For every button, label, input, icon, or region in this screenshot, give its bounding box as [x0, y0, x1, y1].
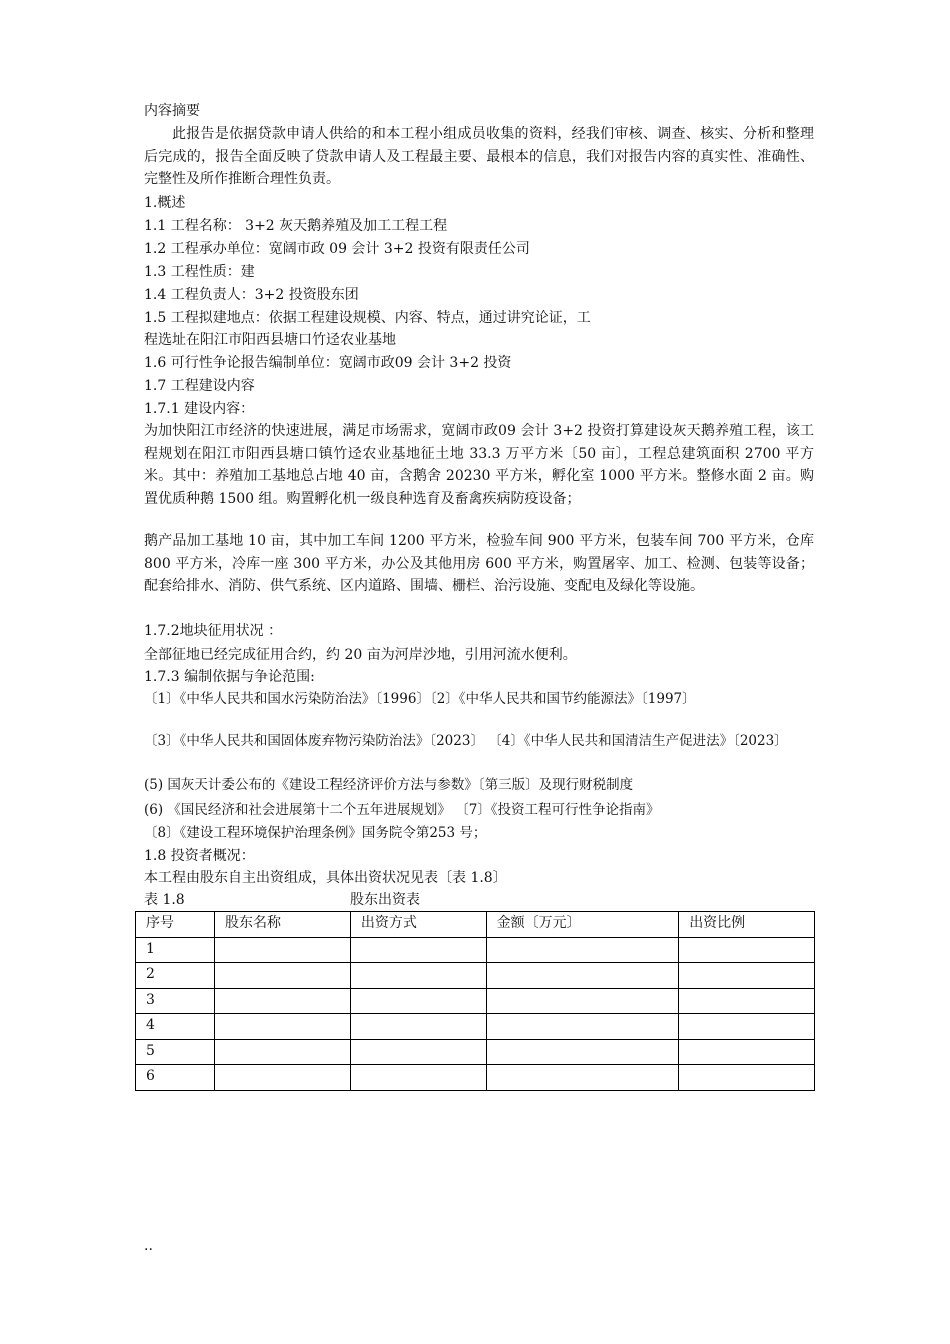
table-cell [350, 963, 486, 989]
item-location-cont: 程选址在阳江市阳西县塘口竹迳农业基地 [144, 332, 396, 348]
table-cell [215, 1065, 351, 1091]
item-construction-content: 1.7.1 建设内容： [144, 401, 255, 417]
summary-paragraph: 此报告是依据贷款申请人供给的和本工程小组成员收集的资料，经我们审核、调查、核实、分析和整理后完成的，报告全面反映了贷款申请人及工程最主要、最根本的信息，我们对报告内容的真实性、准确性、完整性及所作推断合理性负责。 [144, 126, 814, 187]
table-row [136, 1014, 815, 1040]
table-cell [215, 963, 351, 989]
table-cell [215, 937, 351, 963]
table-cell [486, 963, 679, 989]
table-cell [486, 1039, 679, 1065]
table-header-cell: 股东名称 [215, 912, 351, 938]
table-cell [215, 988, 351, 1014]
table-header-cell: 出资方式 [350, 912, 486, 938]
reference-item: 〔3〕《中华人民共和国固体废弃物污染防治法》〔2023〕 〔4〕《中华人民共和国清洁生产促进法》〔2023〕 [144, 733, 788, 749]
table-title: 股东出资表 [350, 892, 420, 908]
item-report-org: 1.6 可行性争论报告编制单位：宽阔市政09 会计 3+2 投资 [144, 355, 512, 371]
table-cell [350, 1065, 486, 1091]
item-organizer: 1.2 工程承办单位：宽阔市政 09 会计 3+2 投资有限责任公司 [144, 241, 530, 257]
reference-item: (6) 《国民经济和社会进展第十二个五年进展规划》 〔7〕《投资工程可行性争论指南》 [144, 802, 660, 818]
table-row [136, 963, 815, 989]
table-header-cell: 出资比例 [679, 912, 815, 938]
table-row [136, 937, 815, 963]
table-cell [350, 937, 486, 963]
construction-paragraph-1: 为加快阳江市经济的快速进展，满足市场需求，宽阔市政09 会计 3+2 投资打算建设灰天鹅养殖工程，该工程规划在阳江市阳西县塘口镇竹迳农业基地征土地 33.3 万平方米〔50 亩〕，工程总建筑面积 2700 平方米。其中：养殖加工基地总占地 40 亩，含鹅舍 20230 平方米，孵化室 1000 平方米。整修水面 2 亩。购置优质种鹅 1500 组。购置孵化机一级良种选育及畜禽疾病防疫设备； [144, 423, 814, 507]
table-cell [679, 937, 815, 963]
reference-item: 〔8〕《建设工程环境保护治理条例》国务院令第253 号； [144, 825, 487, 841]
item-project-name: 1.1 工程名称： 3+2 灰天鹅养殖及加工工程工程 [144, 218, 448, 234]
reference-item: 〔1〕《中华人民共和国水污染防治法》〔1996〕〔2〕《中华人民共和国节约能源法》〔1997〕 [144, 691, 696, 707]
section-heading: 1.概述 [144, 195, 186, 211]
table-cell [679, 1014, 815, 1040]
table-row [136, 1065, 815, 1091]
table-row [136, 988, 815, 1014]
construction-paragraph-2: 鹅产品加工基地 10 亩，其中加工车间 1200 平方米，检验车间 900 平方米，包装车间 700 平方米，仓库 800 平方米，冷库一座 300 平方米，办公及其他用房 600 平方米，购置屠宰、加工、检测、包装等设备；配套给排水、消防、供气系统、区内道路、围墙、栅栏、治污设施、变配电及绿化等设施。 [144, 533, 814, 594]
table-cell: 4 [136, 1014, 215, 1040]
table-cell: 6 [136, 1065, 215, 1091]
item-construction: 1.7 工程建设内容 [144, 378, 255, 394]
table-cell [679, 963, 815, 989]
table-cell [679, 1039, 815, 1065]
table-cell [679, 988, 815, 1014]
table-row [136, 1039, 815, 1065]
table-cell: 5 [136, 1039, 215, 1065]
table-cell: 2 [136, 963, 215, 989]
table-header-cell: 序号 [136, 912, 215, 938]
item-investors: 1.8 投资者概况： [144, 848, 255, 864]
table-cell [350, 988, 486, 1014]
reference-item: (5) 国灰天计委公布的《建设工程经济评价方法与参数》〔第三版〕及现行财税制度 [144, 777, 634, 793]
item-location: 1.5 工程拟建地点：依据工程建设规模、内容、特点，通过讲究论证，工 [144, 310, 591, 326]
investors-paragraph: 本工程由股东自主出资组成，具体出资状况见表〔表 1.8〕 [144, 870, 507, 886]
table-cell [486, 1014, 679, 1040]
item-leader: 1.4 工程负责人：3+2 投资股东团 [144, 287, 359, 303]
table-cell [350, 1039, 486, 1065]
table-header-row [136, 912, 815, 938]
table-label: 表 1.8 [144, 892, 185, 908]
item-basis: 1.7.3 编制依据与争论范围: [144, 669, 315, 685]
shareholder-table [135, 911, 815, 1091]
table-cell [679, 1065, 815, 1091]
table-cell [215, 1039, 351, 1065]
table-cell [350, 1014, 486, 1040]
table-cell: 1 [136, 937, 215, 963]
table-cell [215, 1014, 351, 1040]
item-land: 1.7.2地块征用状况 ： [144, 623, 283, 639]
land-paragraph: 全部征地已经完成征用合约，约 20 亩为河岸沙地，引用河流水便利。 [144, 647, 577, 663]
table-cell [486, 1065, 679, 1091]
table-cell [486, 937, 679, 963]
table-header-cell: 金额〔万元〕 [486, 912, 679, 938]
item-nature: 1.3 工程性质：建 [144, 264, 255, 280]
footer-mark: .. [144, 1238, 153, 1254]
table-cell: 3 [136, 988, 215, 1014]
summary-title: 内容摘要 [144, 103, 200, 119]
table-cell [486, 988, 679, 1014]
